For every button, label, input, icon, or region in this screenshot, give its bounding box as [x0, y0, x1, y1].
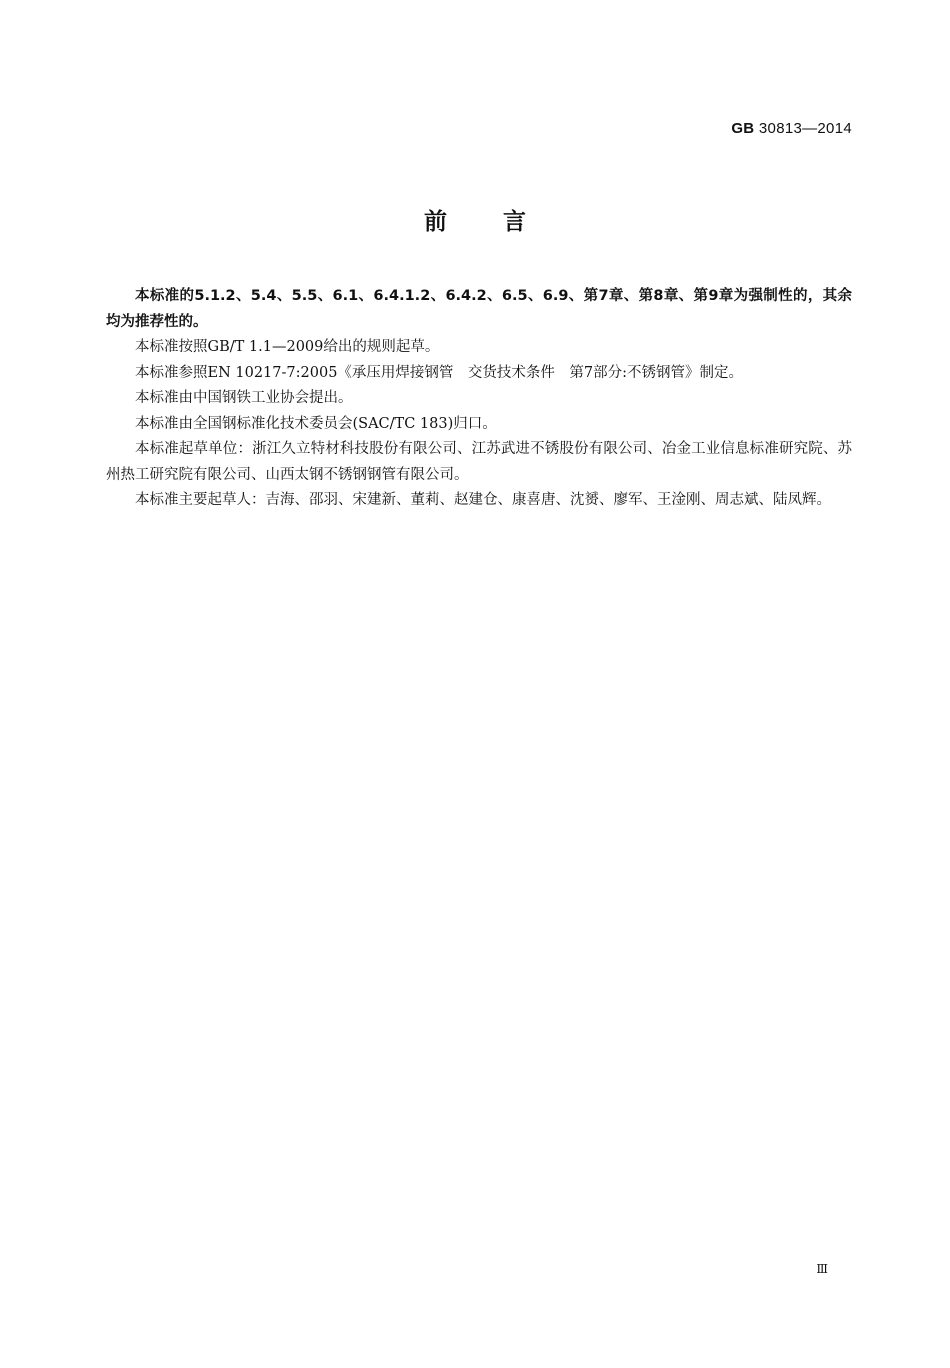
page-number: Ⅲ: [816, 1262, 828, 1276]
paragraph-mandatory-clauses: 本标准的5.1.2、5.4、5.5、6.1、6.4.1.2、6.4.2、6.5、6.9、第7章、第8章、第9章为强制性的，其余均为推荐性的。: [106, 288, 852, 330]
foreword-body: [106, 284, 852, 514]
standard-code: 30813—2014: [758, 120, 852, 137]
standard-number: [731, 120, 852, 137]
paragraph-proposed-by: 本标准由中国钢铁工业协会提出。: [135, 390, 353, 406]
paragraph-drafters: 本标准主要起草人：吉海、邵羽、宋建新、董莉、赵建仓、康喜唐、沈赟、廖军、王淦刚、周志斌、陆凤辉。: [135, 492, 831, 508]
standard-prefix: GB: [731, 120, 755, 137]
paragraph-drafting-rules: 本标准按照GB/T 1.1—2009给出的规则起草。: [135, 339, 440, 355]
paragraph-managed-by: 本标准由全国钢标准化技术委员会(SAC/TC 183)归口。: [135, 415, 497, 432]
paragraph-drafting-units: 本标准起草单位：浙江久立特材科技股份有限公司、江苏武进不锈股份有限公司、冶金工业信息标准研究院、苏州热工研究院有限公司、山西太钢不锈钢钢管有限公司。: [106, 441, 852, 483]
paragraph-reference: 本标准参照EN 10217-7:2005《承压用焊接钢管 交货技术条件 第7部分:不锈钢管》制定。: [135, 364, 744, 381]
page-title: 前言: [424, 209, 582, 235]
